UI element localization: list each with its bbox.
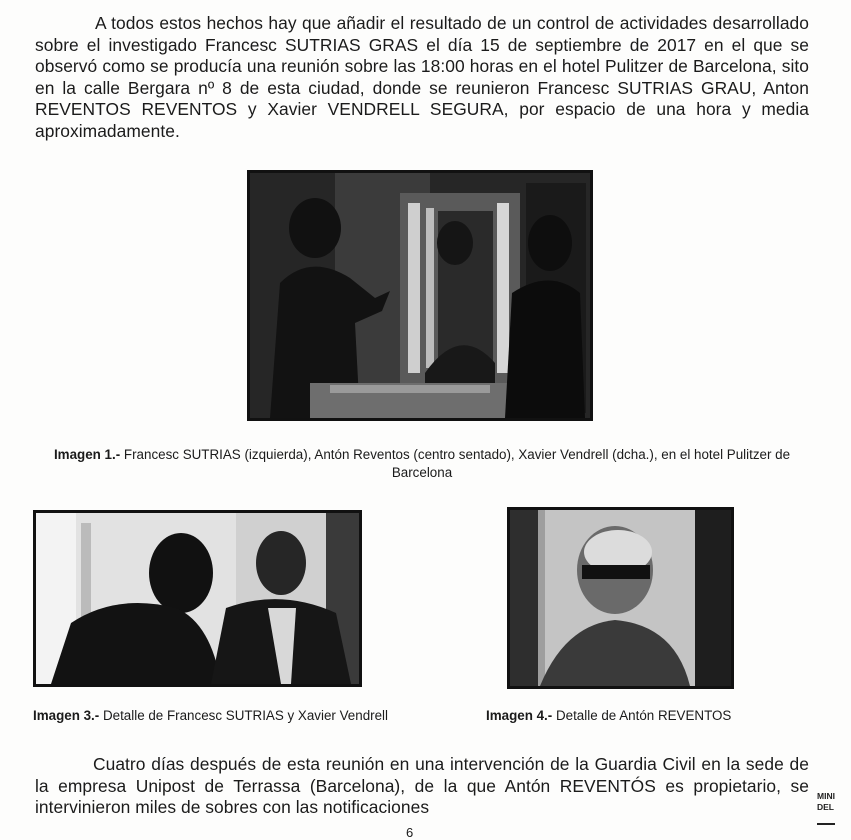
followup-paragraph: Cuatro días después de esta reunión en una intervención de la Guardia Civil en la sede de la empresa Unipost de Terrassa (Barcelona), de la que Antón REVENTÓS es propietario, se intervinieron miles de sobres con las notificaciones xyxy=(35,754,809,817)
image-3-label: Imagen 3.- xyxy=(33,708,100,723)
image-4-text: Detalle de Antón REVENTOS xyxy=(552,708,732,723)
intro-paragraph: A todos estos hechos hay que añadir el resultado de un control de actividades desarrollado sobre el investigado Francesc SUTRIAS GRAS el día 15 de septiembre de 2017 en el que se observó como se producía una reunión sobre las 18:00 horas en el hotel Pulitzer de Barcelona, sito en la calle Bergara nº 8 de esta ciudad, donde se reunieron Francesc SUTRIAS GRAU, Anton REVENTOS REVENTOS y Xavier VENDRELL SEGURA, por espacio de una hora y media aproximadamente. xyxy=(35,13,809,141)
stamp-line-2: DEL xyxy=(817,802,834,812)
page-number: 6 xyxy=(406,825,414,840)
image-3-text: Detalle de Francesc SUTRIAS y Xavier Vendrell xyxy=(99,708,388,723)
image-1-text: Francesc SUTRIAS (izquierda), Antón Reventos (centro sentado), Xavier Vendrell (dcha.), en el hotel Pulitzer de Barcelona xyxy=(120,447,791,480)
stamp-rule xyxy=(817,823,835,825)
stamp-line-1: MINI xyxy=(817,791,835,801)
image-3-caption xyxy=(33,707,388,725)
ministry-stamp xyxy=(817,791,847,825)
surveillance-photo-4 xyxy=(507,507,734,689)
image-4-label: Imagen 4.- xyxy=(486,708,553,723)
image-1-label: Imagen 1.- xyxy=(53,447,121,462)
surveillance-photo-3 xyxy=(33,510,362,687)
image-4-caption xyxy=(486,707,731,725)
image-1-caption xyxy=(35,446,809,482)
surveillance-photo-1 xyxy=(247,170,593,421)
